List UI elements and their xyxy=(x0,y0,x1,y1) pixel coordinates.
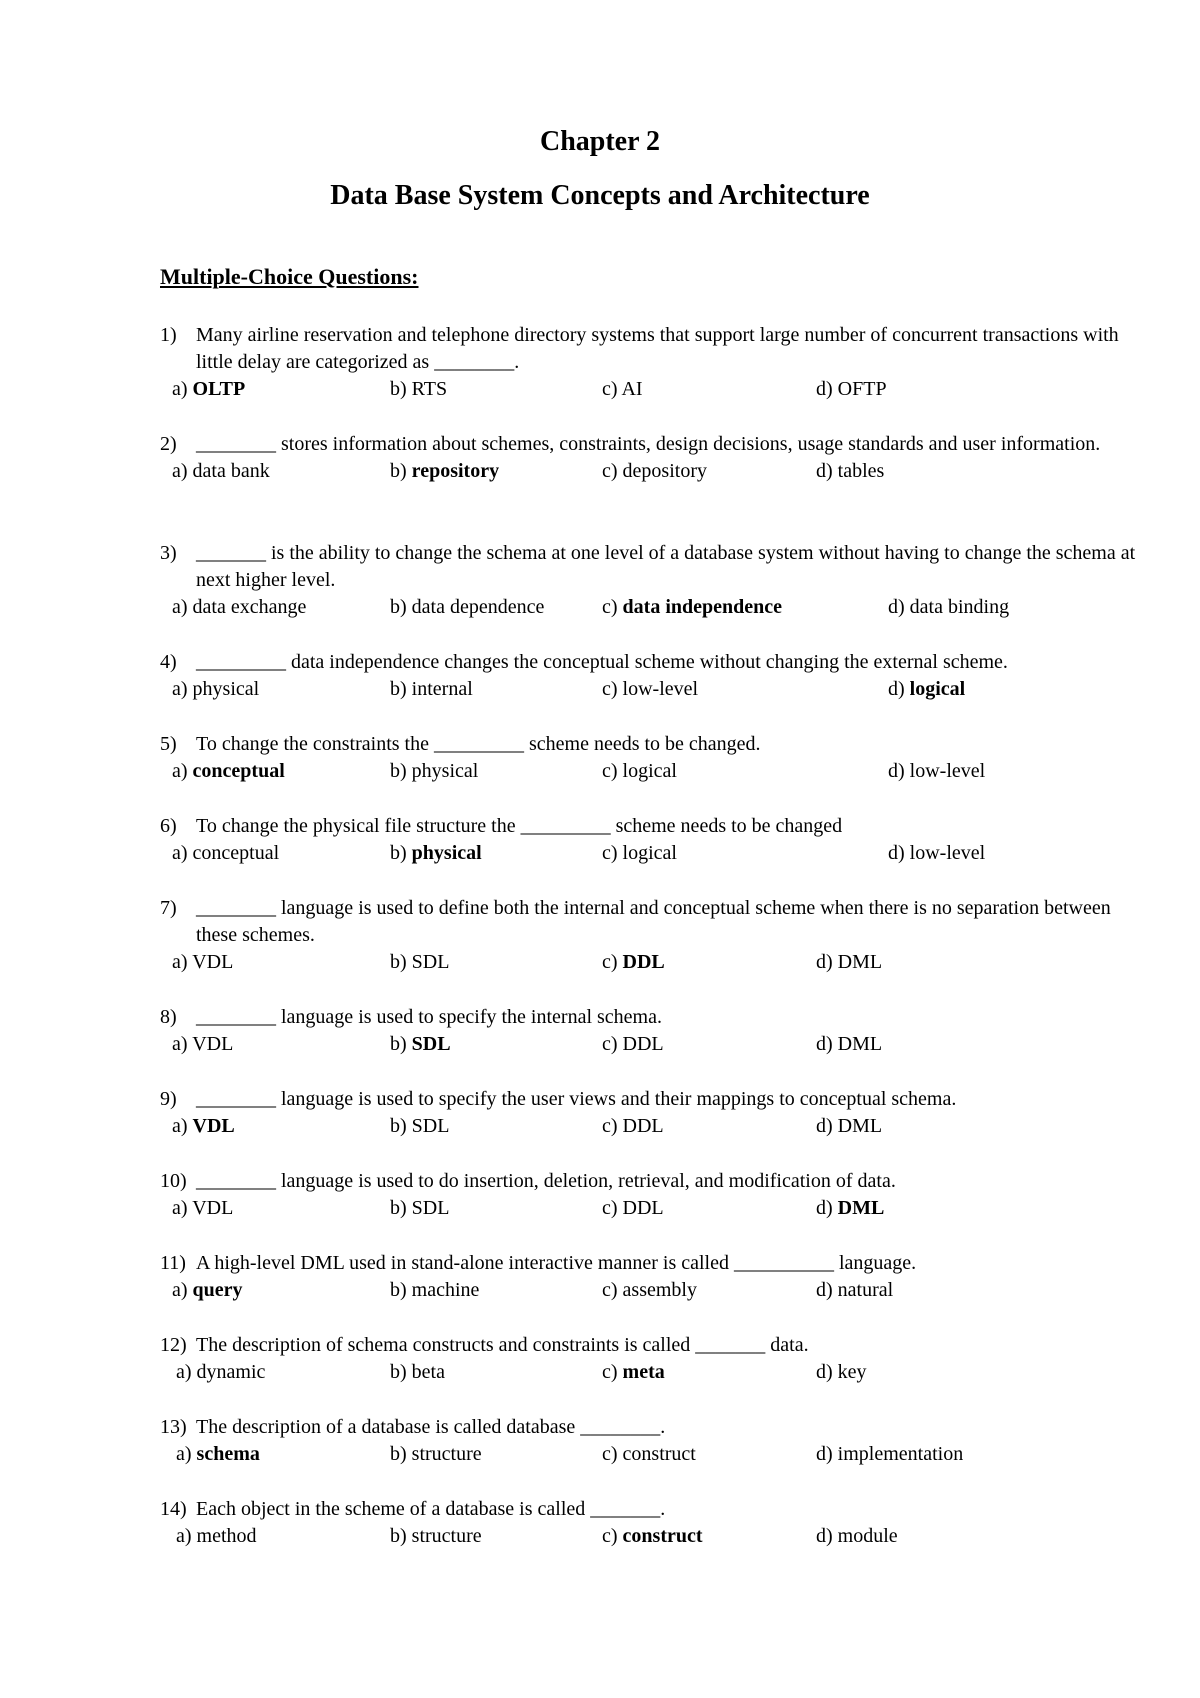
answer-option-c xyxy=(602,1031,664,1058)
correct-answer-label: DML xyxy=(837,1197,885,1219)
answer-option-d xyxy=(888,840,985,867)
chapter-title: Data Base System Concepts and Architecture xyxy=(330,180,870,211)
option-label: RTS xyxy=(411,378,448,400)
option-label: conceptual xyxy=(192,842,280,864)
option-letter: c) xyxy=(602,378,618,400)
answer-option-b xyxy=(390,1359,445,1386)
option-label: DML xyxy=(837,1033,883,1055)
option-label: VDL xyxy=(192,1033,234,1055)
option-letter: d) xyxy=(888,678,905,700)
option-label: data exchange xyxy=(192,596,307,618)
answer-option-d xyxy=(888,758,985,785)
answer-option-c xyxy=(602,840,677,867)
option-label: DDL xyxy=(622,1115,664,1137)
question-number: 1) xyxy=(160,324,177,346)
answer-option-d xyxy=(816,1195,884,1222)
question-text: ________ stores information about schemes, constraints, design decisions, usage standards and user information. xyxy=(196,433,1101,455)
option-label: low-level xyxy=(909,842,986,864)
correct-answer-label: OLTP xyxy=(192,378,246,400)
answer-option-a xyxy=(172,376,245,403)
question-8 xyxy=(160,1004,1150,1058)
option-label: machine xyxy=(411,1279,480,1301)
answer-option-b xyxy=(390,594,544,621)
option-letter: c) xyxy=(602,842,618,864)
answer-option-b xyxy=(390,840,482,867)
option-letter: b) xyxy=(390,760,407,782)
section-title: Multiple-Choice Questions: xyxy=(160,264,419,289)
option-letter: c) xyxy=(602,1361,618,1383)
answer-option-d xyxy=(888,594,1009,621)
option-label: data dependence xyxy=(411,596,545,618)
option-label: logical xyxy=(622,842,677,864)
answer-option-a xyxy=(172,1277,243,1304)
question-stem xyxy=(160,731,1150,758)
option-letter: a) xyxy=(172,1197,188,1219)
correct-answer-label: repository xyxy=(411,460,500,482)
question-stem xyxy=(160,1086,1150,1113)
answer-option-c xyxy=(602,1113,664,1140)
answer-option-b xyxy=(390,1441,482,1468)
answer-option-a xyxy=(176,1441,260,1468)
correct-answer-label: logical xyxy=(909,678,966,700)
answer-option-c xyxy=(602,594,782,621)
option-letter: a) xyxy=(172,1115,188,1137)
option-label: DDL xyxy=(622,1197,664,1219)
option-letter: a) xyxy=(172,1279,188,1301)
option-letter: a) xyxy=(176,1443,192,1465)
option-letter: d) xyxy=(816,1361,833,1383)
answer-option-d xyxy=(816,1113,882,1140)
answer-options xyxy=(160,949,1150,976)
question-stem xyxy=(160,322,1150,376)
option-letter: d) xyxy=(816,1115,833,1137)
question-number: 14) xyxy=(160,1498,187,1520)
answer-options xyxy=(160,1359,1150,1386)
question-text: To change the physical file structure the _________ scheme needs to be changed xyxy=(196,815,843,837)
question-stem xyxy=(160,1168,1150,1195)
question-stem xyxy=(160,895,1150,949)
question-stem xyxy=(160,1332,1150,1359)
question-text: The description of a database is called database ________. xyxy=(196,1416,666,1438)
answer-option-b xyxy=(390,758,478,785)
question-12 xyxy=(160,1332,1150,1386)
correct-answer-label: DDL xyxy=(622,951,665,973)
question-text: A high-level DML used in stand-alone interactive manner is called __________ language. xyxy=(196,1252,917,1274)
answer-option-c xyxy=(602,676,698,703)
question-1 xyxy=(160,322,1150,403)
answer-options xyxy=(160,458,1150,485)
question-text: ________ language is used to do insertion, deletion, retrieval, and modification of data. xyxy=(196,1170,896,1192)
answer-option-b xyxy=(390,376,447,403)
question-text: _______ is the ability to change the schema at one level of a database system without having to change the schema at next higher level. xyxy=(196,542,1136,591)
answer-option-d xyxy=(816,1031,882,1058)
option-label: construct xyxy=(622,1443,696,1465)
answer-option-a xyxy=(172,676,259,703)
option-letter: a) xyxy=(176,1525,192,1547)
answer-option-b xyxy=(390,1195,449,1222)
answer-option-a xyxy=(172,949,233,976)
question-stem xyxy=(160,1414,1150,1441)
option-letter: a) xyxy=(172,842,188,864)
answer-option-a xyxy=(172,840,279,867)
question-number: 11) xyxy=(160,1252,186,1274)
option-letter: d) xyxy=(816,1443,833,1465)
option-letter: a) xyxy=(172,460,188,482)
question-11 xyxy=(160,1250,1150,1304)
option-label: SDL xyxy=(411,951,450,973)
option-letter: c) xyxy=(602,1525,618,1547)
option-letter: c) xyxy=(602,1197,618,1219)
option-label: dynamic xyxy=(196,1361,266,1383)
question-number: 13) xyxy=(160,1416,187,1438)
option-label: internal xyxy=(411,678,473,700)
question-text: _________ data independence changes the conceptual scheme without changing the external scheme. xyxy=(196,651,1008,673)
option-label: implementation xyxy=(837,1443,964,1465)
option-label: VDL xyxy=(192,951,234,973)
option-letter: b) xyxy=(390,1525,407,1547)
option-letter: a) xyxy=(176,1361,192,1383)
option-letter: a) xyxy=(172,678,188,700)
option-letter: b) xyxy=(390,678,407,700)
question-stem xyxy=(160,431,1150,458)
option-letter: b) xyxy=(390,378,407,400)
answer-option-a xyxy=(172,458,270,485)
question-5 xyxy=(160,731,1150,785)
answer-option-c xyxy=(602,1523,703,1550)
answer-option-b xyxy=(390,676,473,703)
correct-answer-label: VDL xyxy=(192,1115,235,1137)
answer-option-b xyxy=(390,1031,451,1058)
answer-option-d xyxy=(816,376,887,403)
question-9 xyxy=(160,1086,1150,1140)
option-letter: b) xyxy=(390,1033,407,1055)
question-stem xyxy=(160,1250,1150,1277)
correct-answer-label: construct xyxy=(622,1525,703,1547)
answer-option-d xyxy=(816,458,884,485)
option-letter: a) xyxy=(172,378,188,400)
question-stem xyxy=(160,540,1150,594)
option-label: structure xyxy=(411,1525,482,1547)
question-text: ________ language is used to specify the user views and their mappings to conceptual schema. xyxy=(196,1088,957,1110)
option-letter: d) xyxy=(888,842,905,864)
question-text: ________ language is used to define both the internal and conceptual scheme when there is no separation between these schemes. xyxy=(196,897,1111,946)
answer-options xyxy=(160,1441,1150,1468)
answer-option-d xyxy=(816,1523,898,1550)
option-label: low-level xyxy=(622,678,699,700)
option-letter: d) xyxy=(816,951,833,973)
question-3 xyxy=(160,540,1150,621)
option-label: AI xyxy=(621,378,643,400)
option-letter: b) xyxy=(390,596,407,618)
answer-option-a xyxy=(172,594,306,621)
answer-option-a xyxy=(172,1113,235,1140)
option-letter: d) xyxy=(816,1525,833,1547)
answer-option-d xyxy=(816,1277,893,1304)
correct-answer-label: conceptual xyxy=(192,760,285,782)
question-text: To change the constraints the _________ scheme needs to be changed. xyxy=(196,733,761,755)
answer-option-c xyxy=(602,458,707,485)
answer-options xyxy=(160,376,1150,403)
option-letter: d) xyxy=(888,596,905,618)
answer-option-a xyxy=(176,1359,265,1386)
question-7 xyxy=(160,895,1150,976)
question-number: 6) xyxy=(160,815,177,837)
question-number: 4) xyxy=(160,651,177,673)
option-letter: b) xyxy=(390,1279,407,1301)
option-label: DDL xyxy=(622,1033,664,1055)
option-label: low-level xyxy=(909,760,986,782)
option-label: physical xyxy=(192,678,260,700)
question-6 xyxy=(160,813,1150,867)
option-label: beta xyxy=(411,1361,445,1383)
option-label: assembly xyxy=(622,1279,697,1301)
question-number: 10) xyxy=(160,1170,187,1192)
option-letter: d) xyxy=(816,1279,833,1301)
option-letter: d) xyxy=(816,460,833,482)
answer-options xyxy=(160,1031,1150,1058)
option-letter: b) xyxy=(390,842,407,864)
answer-option-d xyxy=(816,1359,867,1386)
option-label: physical xyxy=(411,760,479,782)
option-letter: c) xyxy=(602,460,618,482)
correct-answer-label: query xyxy=(192,1279,243,1301)
answer-option-b xyxy=(390,949,449,976)
option-label: natural xyxy=(837,1279,894,1301)
option-label: tables xyxy=(837,460,885,482)
option-label: logical xyxy=(622,760,677,782)
answer-options xyxy=(160,676,1150,703)
correct-answer-label: meta xyxy=(622,1361,665,1383)
option-letter: b) xyxy=(390,1443,407,1465)
answer-option-a xyxy=(172,1031,233,1058)
question-stem xyxy=(160,813,1150,840)
question-4 xyxy=(160,649,1150,703)
answer-option-c xyxy=(602,1359,665,1386)
answer-options xyxy=(160,758,1150,785)
option-label: SDL xyxy=(411,1115,450,1137)
option-label: data bank xyxy=(192,460,270,482)
option-letter: d) xyxy=(816,1197,833,1219)
answer-option-d xyxy=(816,1441,963,1468)
answer-option-c xyxy=(602,758,677,785)
answer-option-c xyxy=(602,1441,696,1468)
option-letter: c) xyxy=(602,951,618,973)
answer-options xyxy=(160,1523,1150,1550)
option-label: structure xyxy=(411,1443,482,1465)
option-letter: b) xyxy=(390,951,407,973)
option-label: DML xyxy=(837,951,883,973)
option-letter: d) xyxy=(888,760,905,782)
answer-option-b xyxy=(390,1523,482,1550)
option-label: OFTP xyxy=(837,378,887,400)
question-14 xyxy=(160,1496,1150,1550)
question-number: 12) xyxy=(160,1334,187,1356)
option-letter: c) xyxy=(602,1115,618,1137)
answer-options xyxy=(160,1277,1150,1304)
option-letter: c) xyxy=(602,1279,618,1301)
answer-option-b xyxy=(390,1277,479,1304)
question-13 xyxy=(160,1414,1150,1468)
option-label: depository xyxy=(622,460,707,482)
option-letter: b) xyxy=(390,1197,407,1219)
option-label: key xyxy=(837,1361,867,1383)
option-letter: b) xyxy=(390,1115,407,1137)
question-number: 2) xyxy=(160,433,177,455)
answer-option-c xyxy=(602,1277,697,1304)
question-number: 5) xyxy=(160,733,177,755)
option-label: DML xyxy=(837,1115,883,1137)
option-letter: a) xyxy=(172,951,188,973)
option-label: VDL xyxy=(192,1197,234,1219)
question-10 xyxy=(160,1168,1150,1222)
question-number: 7) xyxy=(160,897,177,919)
option-letter: d) xyxy=(816,1033,833,1055)
question-text: Many airline reservation and telephone directory systems that support large number of concurrent transactions with little delay are categorized as ________. xyxy=(196,324,1119,373)
question-text: The description of schema constructs and constraints is called _______ data. xyxy=(196,1334,809,1356)
option-label: SDL xyxy=(411,1197,450,1219)
option-letter: b) xyxy=(390,460,407,482)
correct-answer-label: schema xyxy=(196,1443,260,1465)
option-letter: c) xyxy=(602,1033,618,1055)
option-label: method xyxy=(196,1525,257,1547)
answer-option-d xyxy=(888,676,965,703)
question-2 xyxy=(160,431,1150,485)
option-letter: c) xyxy=(602,760,618,782)
answer-option-b xyxy=(390,1113,449,1140)
question-text: Each object in the scheme of a database is called _______. xyxy=(196,1498,666,1520)
answer-options xyxy=(160,840,1150,867)
question-stem xyxy=(160,1496,1150,1523)
correct-answer-label: data independence xyxy=(622,596,783,618)
option-letter: d) xyxy=(816,378,833,400)
option-letter: a) xyxy=(172,596,188,618)
correct-answer-label: SDL xyxy=(411,1033,451,1055)
option-label: module xyxy=(837,1525,898,1547)
question-number: 3) xyxy=(160,542,177,564)
answer-option-c xyxy=(602,949,665,976)
question-stem xyxy=(160,649,1150,676)
option-letter: b) xyxy=(390,1361,407,1383)
option-letter: c) xyxy=(602,1443,618,1465)
option-letter: c) xyxy=(602,678,618,700)
answer-option-b xyxy=(390,458,499,485)
answer-option-a xyxy=(172,1195,233,1222)
answer-options xyxy=(160,1195,1150,1222)
answer-options xyxy=(160,594,1150,621)
question-stem xyxy=(160,1004,1150,1031)
question-number: 9) xyxy=(160,1088,177,1110)
correct-answer-label: physical xyxy=(411,842,482,864)
option-letter: a) xyxy=(172,1033,188,1055)
answer-option-c xyxy=(602,1195,664,1222)
option-label: data binding xyxy=(909,596,1010,618)
question-text: ________ language is used to specify the internal schema. xyxy=(196,1006,662,1028)
chapter-heading: Chapter 2 xyxy=(539,126,661,157)
option-letter: a) xyxy=(172,760,188,782)
answer-option-a xyxy=(176,1523,257,1550)
answer-option-d xyxy=(816,949,882,976)
answer-option-a xyxy=(172,758,285,785)
answer-options xyxy=(160,1113,1150,1140)
question-number: 8) xyxy=(160,1006,177,1028)
option-letter: c) xyxy=(602,596,618,618)
answer-option-c xyxy=(602,376,643,403)
